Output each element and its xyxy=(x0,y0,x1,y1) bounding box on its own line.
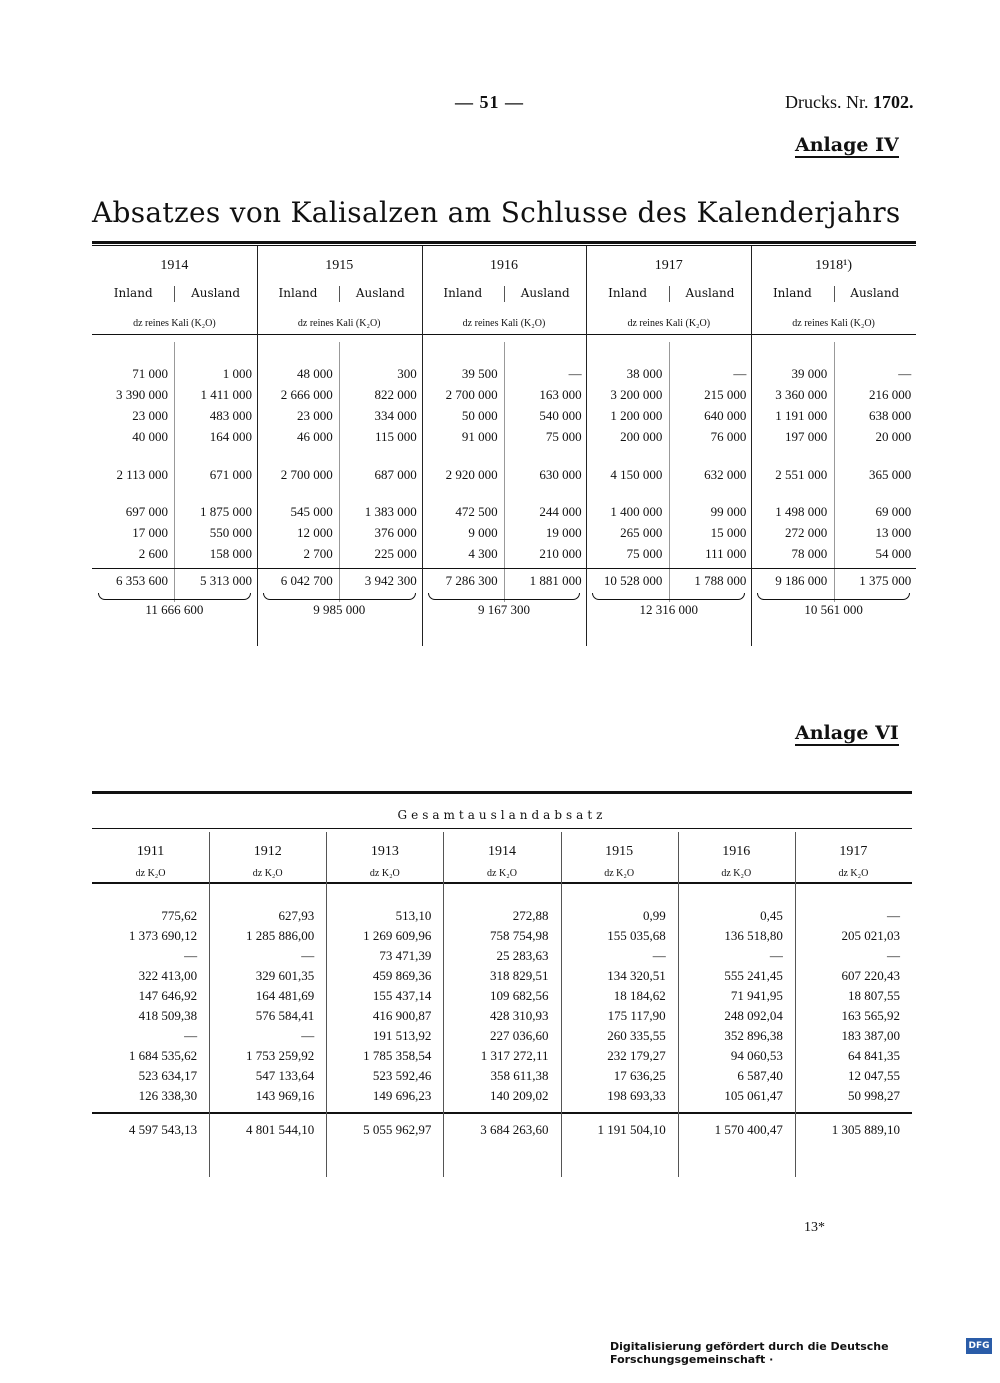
year-column xyxy=(92,832,209,1182)
export-value: 232 179,27 xyxy=(607,1048,666,1063)
export-value: — xyxy=(886,948,900,963)
ausland-value: 334 000 xyxy=(374,408,417,423)
total-brace xyxy=(428,593,581,600)
ausland-value: 550 000 xyxy=(209,525,252,540)
year-column xyxy=(209,832,326,1182)
ausland-value: 115 000 xyxy=(375,429,417,444)
export-value: 0,45 xyxy=(760,908,783,923)
inland-value: 2 700 000 xyxy=(445,387,498,402)
year-divider xyxy=(257,246,258,646)
year-label: 1918¹) xyxy=(815,258,853,273)
year-column xyxy=(586,246,751,646)
sheet-mark: 13* xyxy=(804,1220,825,1235)
sum-rule xyxy=(92,568,257,569)
export-value: — xyxy=(184,948,198,963)
print-ref-number: 1702. xyxy=(873,92,914,112)
export-value: 260 335,55 xyxy=(607,1028,666,1043)
page-number: — 51 — xyxy=(455,92,524,112)
export-value: 358 611,38 xyxy=(490,1068,549,1083)
export-value: 0,99 xyxy=(642,908,666,923)
ausland-header: Ausland xyxy=(355,286,405,300)
export-value: 607 220,43 xyxy=(841,968,900,983)
sum-inland: 6 353 600 xyxy=(116,573,168,588)
export-value: 73 471,39 xyxy=(379,948,432,963)
year-label: 1912 xyxy=(253,844,282,859)
export-value: 134 320,51 xyxy=(607,968,666,983)
year-label: 1915 xyxy=(605,844,634,859)
export-value: 758 754,98 xyxy=(490,928,549,943)
export-value: 418 509,38 xyxy=(138,1008,198,1023)
export-value: 50 998,27 xyxy=(847,1088,900,1103)
unit-label: dz reines Kali (K₂O) xyxy=(462,318,546,329)
ausland-value: 69 000 xyxy=(875,504,912,519)
inland-value: 3 360 000 xyxy=(775,387,828,402)
export-value: 248 092,04 xyxy=(724,1008,783,1023)
inland-value: 75 000 xyxy=(626,546,663,561)
export-value: 227 036,60 xyxy=(490,1028,549,1043)
export-value: 1 753 259,92 xyxy=(246,1048,315,1063)
export-value: 147 646,92 xyxy=(138,988,198,1003)
ausland-value: 244 000 xyxy=(539,504,582,519)
export-value: 6 587,40 xyxy=(737,1068,783,1083)
inland-value: 17 000 xyxy=(132,525,168,540)
ausland-header: Ausland xyxy=(520,286,570,300)
year-divider xyxy=(443,832,444,1177)
sum-ausland: 3 942 300 xyxy=(364,573,417,588)
ausland-value: 687 000 xyxy=(374,467,417,482)
inland-value: 265 000 xyxy=(620,525,663,540)
appendix-vi-heading: Gesamtauslandabsatz xyxy=(397,808,607,822)
export-value: 272,88 xyxy=(512,908,549,923)
grand-total: 9 167 300 xyxy=(477,602,530,617)
export-value: 175 117,90 xyxy=(607,1008,666,1023)
year-column xyxy=(422,246,587,646)
inland-value: 2 113 000 xyxy=(116,467,168,482)
export-value: 94 060,53 xyxy=(730,1048,783,1063)
year-total: 1 191 504,10 xyxy=(597,1122,666,1137)
export-value: — xyxy=(301,1028,315,1043)
ausland-value: 15 000 xyxy=(710,525,747,540)
year-column xyxy=(326,832,443,1182)
ausland-value: 75 000 xyxy=(545,429,582,444)
heading-rule xyxy=(92,828,912,829)
ausland-value: 365 000 xyxy=(868,467,912,482)
ausland-value: 20 000 xyxy=(875,429,912,444)
export-value: — xyxy=(301,948,315,963)
export-value: 1 684 535,62 xyxy=(128,1048,198,1063)
export-value: 12 047,55 xyxy=(847,1068,900,1083)
inland-value: 9 000 xyxy=(468,525,498,540)
subheader-divider xyxy=(834,286,835,302)
ausland-value: 216 000 xyxy=(868,387,912,402)
sum-rule xyxy=(586,568,751,569)
export-value: 25 283,63 xyxy=(496,948,549,963)
sum-ausland: 1 788 000 xyxy=(694,573,747,588)
unit-label: dz K₂O xyxy=(604,868,635,879)
unit-label: dz K₂O xyxy=(252,868,283,879)
export-value: 352 896,38 xyxy=(724,1028,783,1043)
sum-rule xyxy=(257,568,422,569)
ausland-value: 671 000 xyxy=(209,467,252,482)
ausland-value: 1 383 000 xyxy=(364,504,417,519)
ausland-value: 638 000 xyxy=(868,408,912,423)
sum-rule xyxy=(751,568,916,569)
total-brace xyxy=(592,593,745,600)
year-label: 1914 xyxy=(487,844,516,859)
inland-value: 272 000 xyxy=(784,525,828,540)
ausland-value: 483 000 xyxy=(209,408,252,423)
export-value: 140 209,02 xyxy=(490,1088,549,1103)
dfg-logo: DFG xyxy=(966,1338,992,1354)
sum-ausland: 1 881 000 xyxy=(529,573,582,588)
ausland-value: 1 411 000 xyxy=(200,387,252,402)
inland-value: 71 000 xyxy=(132,366,168,381)
inland-value: 23 000 xyxy=(297,408,333,423)
export-value: 17 636,25 xyxy=(613,1068,666,1083)
export-value: 205 021,03 xyxy=(841,928,900,943)
year-divider xyxy=(561,832,562,1177)
inland-header: Inland xyxy=(443,286,483,300)
ausland-value: 632 000 xyxy=(704,467,747,482)
ausland-value: 376 000 xyxy=(374,525,417,540)
ausland-value: 630 000 xyxy=(539,467,582,482)
ausland-value: 225 000 xyxy=(374,546,417,561)
ausland-value: — xyxy=(733,366,747,381)
unit-label: dz reines Kali (K₂O) xyxy=(133,318,216,329)
export-value: 136 518,80 xyxy=(724,928,783,943)
inland-value: 4 300 xyxy=(468,546,498,561)
ausland-value: 19 000 xyxy=(545,525,582,540)
subheader-divider xyxy=(174,286,175,302)
grand-total: 10 561 000 xyxy=(804,602,863,617)
export-value: 71 941,95 xyxy=(730,988,783,1003)
export-value: — xyxy=(886,908,900,923)
export-value: 428 310,93 xyxy=(490,1008,549,1023)
unit-label: dz reines Kali (K₂O) xyxy=(792,318,875,329)
export-value: 163 565,92 xyxy=(841,1008,900,1023)
ausland-value: 210 000 xyxy=(539,546,582,561)
export-value: 18 184,62 xyxy=(613,988,666,1003)
ausland-value: 640 000 xyxy=(704,408,747,423)
grand-total: 12 316 000 xyxy=(639,602,699,617)
export-value: 149 696,23 xyxy=(372,1088,432,1103)
export-value: — xyxy=(769,948,783,963)
inland-value: 472 500 xyxy=(455,504,498,519)
unit-label: dz reines Kali (K₂O) xyxy=(297,318,381,329)
header-underline xyxy=(257,334,422,335)
export-value: 155 437,14 xyxy=(372,988,432,1003)
sum-inland: 10 528 000 xyxy=(603,573,663,588)
ausland-value: — xyxy=(898,366,912,381)
inland-value: 4 150 000 xyxy=(610,467,663,482)
inland-value: 12 000 xyxy=(297,525,333,540)
year-label: 1916 xyxy=(489,258,518,273)
export-value: 1 373 690,12 xyxy=(128,928,198,943)
ausland-value: 158 000 xyxy=(209,546,252,561)
sum-inland: 9 186 000 xyxy=(775,573,828,588)
inland-value: 23 000 xyxy=(132,408,168,423)
export-value: 183 387,00 xyxy=(841,1028,900,1043)
year-total: 1 570 400,47 xyxy=(714,1122,783,1137)
subheader-divider xyxy=(339,286,340,302)
ausland-value: 540 000 xyxy=(539,408,582,423)
ausland-header: Ausland xyxy=(685,286,735,300)
year-column xyxy=(561,832,678,1182)
export-value: 555 241,45 xyxy=(724,968,783,983)
sum-rule xyxy=(422,568,587,569)
export-value: 164 481,69 xyxy=(255,988,315,1003)
export-value: 109 682,56 xyxy=(490,988,549,1003)
inland-value: 1 191 000 xyxy=(775,408,828,423)
subheader-divider xyxy=(669,286,670,302)
year-divider xyxy=(751,246,752,646)
export-value: 1 317 272,11 xyxy=(480,1048,549,1063)
unit-label: dz reines Kali (K₂O) xyxy=(627,318,711,329)
export-value: 64 841,35 xyxy=(847,1048,900,1063)
export-value: 775,62 xyxy=(161,908,198,923)
export-value: 627,93 xyxy=(278,908,315,923)
ausland-value: 54 000 xyxy=(875,546,912,561)
inland-value: 1 200 000 xyxy=(610,408,663,423)
export-value: 523 634,17 xyxy=(138,1068,198,1083)
ausland-value: 99 000 xyxy=(710,504,747,519)
export-value: 1 285 886,00 xyxy=(246,928,315,943)
export-value: 155 035,68 xyxy=(607,928,666,943)
export-value: 513,10 xyxy=(395,908,432,923)
year-label: 1916 xyxy=(722,844,751,859)
year-divider xyxy=(326,832,327,1177)
export-value: 126 338,30 xyxy=(138,1088,198,1103)
inland-value: 50 000 xyxy=(461,408,498,423)
export-value: 576 584,41 xyxy=(255,1008,315,1023)
export-value: 329 601,35 xyxy=(255,968,315,983)
grand-total: 9 985 000 xyxy=(313,602,366,617)
footer-credit: Digitalisierung gefördert durch die Deutsche Forschungsgemeinschaft · xyxy=(610,1340,889,1366)
export-value: 416 900,87 xyxy=(372,1008,432,1023)
ausland-value: 164 000 xyxy=(209,429,252,444)
ausland-value: 300 xyxy=(397,366,417,381)
inland-value: 3 390 000 xyxy=(116,387,168,402)
inland-value: 2 920 000 xyxy=(445,467,498,482)
year-divider xyxy=(678,832,679,1177)
year-label: 1917 xyxy=(839,844,868,859)
ausland-value: 163 000 xyxy=(539,387,582,402)
inland-value: 40 000 xyxy=(132,429,168,444)
ausland-value: 215 000 xyxy=(704,387,747,402)
appendix-vi-label: Anlage VI xyxy=(795,722,899,744)
ausland-value: 111 000 xyxy=(705,546,747,561)
export-value: 459 869,36 xyxy=(372,968,432,983)
year-label: 1914 xyxy=(160,258,189,273)
year-divider xyxy=(209,832,210,1177)
inland-value: 91 000 xyxy=(461,429,498,444)
appendix-vi-table xyxy=(92,794,912,1184)
year-total: 4 597 543,13 xyxy=(128,1122,198,1137)
subheader-divider xyxy=(504,286,505,302)
appendix-iv-title: Absatzes von Kalisalzen am Schlusse des Kalenderjahrs xyxy=(92,196,901,229)
ausland-value: — xyxy=(568,366,582,381)
inland-header: Inland xyxy=(608,286,648,300)
year-total: 1 305 889,10 xyxy=(831,1122,900,1137)
export-value: 547 133,64 xyxy=(255,1068,315,1083)
header-underline xyxy=(751,334,916,335)
year-divider xyxy=(795,832,796,1177)
inland-value: 200 000 xyxy=(620,429,663,444)
inland-header: Inland xyxy=(113,286,153,300)
inland-value: 2 666 000 xyxy=(280,387,333,402)
year-label: 1915 xyxy=(325,258,354,273)
sum-ausland: 1 375 000 xyxy=(859,573,912,588)
ausland-value: 822 000 xyxy=(374,387,417,402)
export-value: 322 413,00 xyxy=(138,968,198,983)
export-value: 105 061,47 xyxy=(724,1088,783,1103)
inland-value: 78 000 xyxy=(791,546,828,561)
year-column xyxy=(678,832,795,1182)
export-value: — xyxy=(184,1028,198,1043)
header-underline xyxy=(92,334,257,335)
inland-header: Inland xyxy=(278,286,318,300)
export-value: 18 807,55 xyxy=(847,988,900,1003)
year-column xyxy=(257,246,422,646)
export-value: 143 969,16 xyxy=(255,1088,315,1103)
ausland-header: Ausland xyxy=(191,286,241,300)
inland-value: 39 000 xyxy=(791,366,828,381)
sum-inland: 6 042 700 xyxy=(280,573,333,588)
year-column xyxy=(795,832,912,1182)
inland-value: 1 498 000 xyxy=(775,504,828,519)
print-reference xyxy=(785,92,914,113)
inland-value: 48 000 xyxy=(297,366,333,381)
year-total: 3 684 263,60 xyxy=(480,1122,549,1137)
appendix-iv-label: Anlage IV xyxy=(795,134,899,156)
total-brace xyxy=(98,593,251,600)
year-divider xyxy=(586,246,587,646)
inland-value: 1 400 000 xyxy=(610,504,663,519)
ausland-value: 76 000 xyxy=(710,429,747,444)
year-label: 1911 xyxy=(136,844,165,859)
export-value: 523 592,46 xyxy=(372,1068,432,1083)
year-total: 5 055 962,97 xyxy=(363,1122,432,1137)
year-divider xyxy=(422,246,423,646)
export-value: — xyxy=(652,948,666,963)
export-value: 1 785 358,54 xyxy=(363,1048,432,1063)
inland-value: 197 000 xyxy=(784,429,828,444)
inland-value: 2 600 xyxy=(138,546,168,561)
inland-value: 38 000 xyxy=(626,366,663,381)
ausland-value: 1 875 000 xyxy=(200,504,252,519)
inland-header: Inland xyxy=(772,286,812,300)
print-ref-prefix: Drucks. Nr. xyxy=(785,92,869,112)
inland-value: 3 200 000 xyxy=(610,387,663,402)
year-column xyxy=(92,246,257,646)
unit-label: dz K₂O xyxy=(487,868,517,879)
export-value: 318 829,51 xyxy=(490,968,549,983)
inland-value: 39 500 xyxy=(461,366,498,381)
unit-label: dz K₂O xyxy=(838,868,869,879)
unit-label: dz K₂O xyxy=(135,868,166,879)
year-label: 1917 xyxy=(654,258,683,273)
year-column xyxy=(751,246,916,646)
appendix-iv-table xyxy=(92,246,916,646)
inland-value: 46 000 xyxy=(297,429,333,444)
total-brace xyxy=(263,593,416,600)
inland-value: 697 000 xyxy=(125,504,168,519)
grand-total: 11 666 600 xyxy=(145,602,204,617)
table-top-rule xyxy=(92,241,916,244)
export-value: 191 513,92 xyxy=(372,1028,432,1043)
ausland-header: Ausland xyxy=(850,286,900,300)
export-value: 198 693,33 xyxy=(607,1088,666,1103)
sum-inland: 7 286 300 xyxy=(445,573,498,588)
inland-value: 2 551 000 xyxy=(775,467,828,482)
inland-value: 2 700 000 xyxy=(280,467,333,482)
year-label: 1913 xyxy=(370,844,399,859)
inland-value: 545 000 xyxy=(290,504,333,519)
header-underline xyxy=(422,334,587,335)
year-column xyxy=(443,832,560,1182)
year-total: 4 801 544,10 xyxy=(246,1122,315,1137)
ausland-value: 1 000 xyxy=(222,366,252,381)
sum-ausland: 5 313 000 xyxy=(200,573,252,588)
unit-label: dz K₂O xyxy=(369,868,400,879)
inland-value: 2 700 xyxy=(303,546,333,561)
total-brace xyxy=(757,593,910,600)
export-value: 1 269 609,96 xyxy=(363,928,432,943)
ausland-value: 13 000 xyxy=(875,525,912,540)
header-underline xyxy=(586,334,751,335)
unit-label: dz K₂O xyxy=(721,868,752,879)
